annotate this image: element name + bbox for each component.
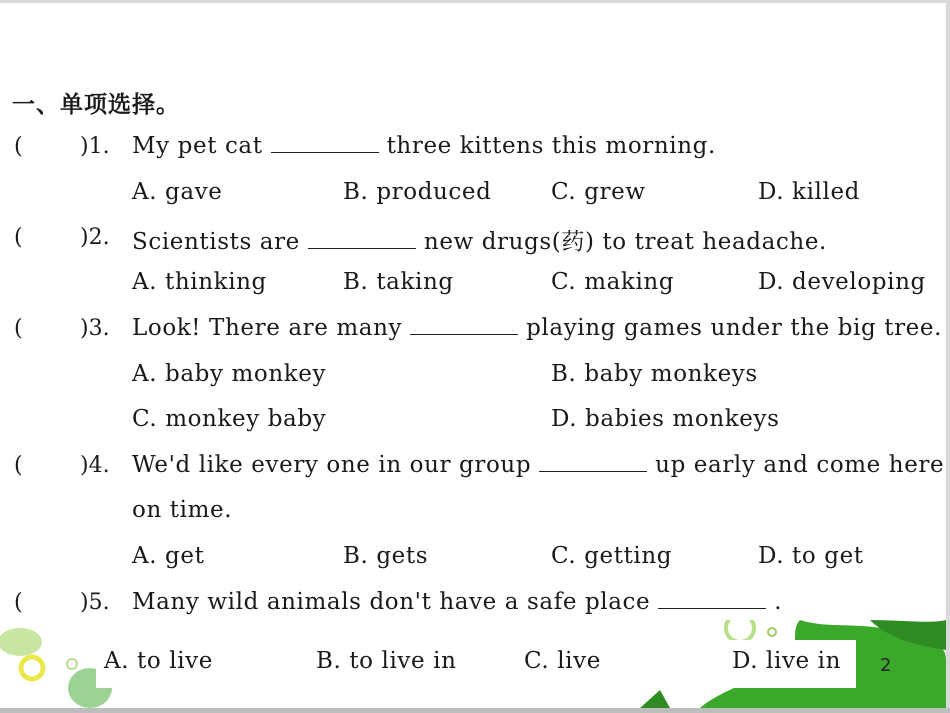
option-d: D. killed	[758, 179, 860, 205]
question-number: )3.	[80, 316, 110, 341]
option-c: C. making	[551, 269, 675, 295]
question-number: )1.	[80, 134, 110, 159]
option-b: B. baby monkeys	[551, 361, 758, 387]
question-2-text	[132, 223, 827, 256]
question-stem-after: playing games under the big tree.	[526, 315, 942, 341]
question-stem-after: three kittens this morning.	[386, 133, 716, 159]
answer-paren-open: (	[14, 453, 23, 478]
option-c: C. live	[524, 648, 601, 674]
option-c: C. monkey baby	[132, 406, 327, 432]
option-b: B. taking	[343, 269, 454, 295]
option-c: C. getting	[551, 543, 673, 569]
question-stem-after: up early and come here	[655, 452, 945, 478]
question-number: )2.	[80, 225, 110, 250]
question-stem-before: We'd like every one in our group	[132, 452, 532, 478]
answer-paren-open: (	[14, 590, 23, 615]
option-b: B. gets	[343, 543, 429, 569]
option-d: D. to get	[758, 543, 864, 569]
answer-blank[interactable]	[308, 228, 416, 249]
frame-bottom-border	[0, 708, 950, 713]
question-stem-after: .	[774, 589, 783, 615]
answer-blank[interactable]	[410, 314, 518, 335]
question-stem-before: Many wild animals don't have a safe place	[132, 589, 651, 615]
answer-blank[interactable]	[271, 132, 379, 153]
option-a: A. thinking	[132, 269, 267, 295]
option-a: A. to live	[104, 648, 213, 674]
answer-blank[interactable]	[539, 451, 647, 472]
question-4-text	[132, 451, 944, 478]
question-5-text	[132, 588, 782, 615]
option-a: A. get	[132, 543, 205, 569]
question-number: )5.	[80, 590, 110, 615]
option-a: A. gave	[132, 179, 223, 205]
option-a: A. baby monkey	[132, 361, 327, 387]
section-title: 一、单项选择。	[12, 92, 180, 118]
answer-paren-open: (	[14, 225, 23, 250]
option-d: D. developing	[758, 269, 926, 295]
question-stem-before: My pet cat	[132, 133, 263, 159]
answer-paren-open: (	[14, 134, 23, 159]
option-c: C. grew	[551, 179, 646, 205]
question-number: )4.	[80, 453, 110, 478]
option-b: B. to live in	[316, 648, 457, 674]
option-d: D. live in	[732, 648, 842, 674]
question-stem-before: Scientists are	[132, 229, 300, 255]
question-stem-before: Look! There are many	[132, 315, 403, 341]
page-number: 2	[880, 655, 892, 676]
question-1-text	[132, 132, 716, 159]
question-4-continuation: on time.	[132, 497, 233, 523]
frame-top-border	[0, 0, 950, 3]
question-stem-after: new drugs(药) to treat headache.	[423, 229, 827, 255]
answer-paren-open: (	[14, 316, 23, 341]
option-b: B. produced	[343, 179, 492, 205]
frame-right-border	[946, 0, 950, 713]
option-d: D. babies monkeys	[551, 406, 780, 432]
question-3-text	[132, 314, 942, 341]
answer-blank[interactable]	[658, 588, 766, 609]
